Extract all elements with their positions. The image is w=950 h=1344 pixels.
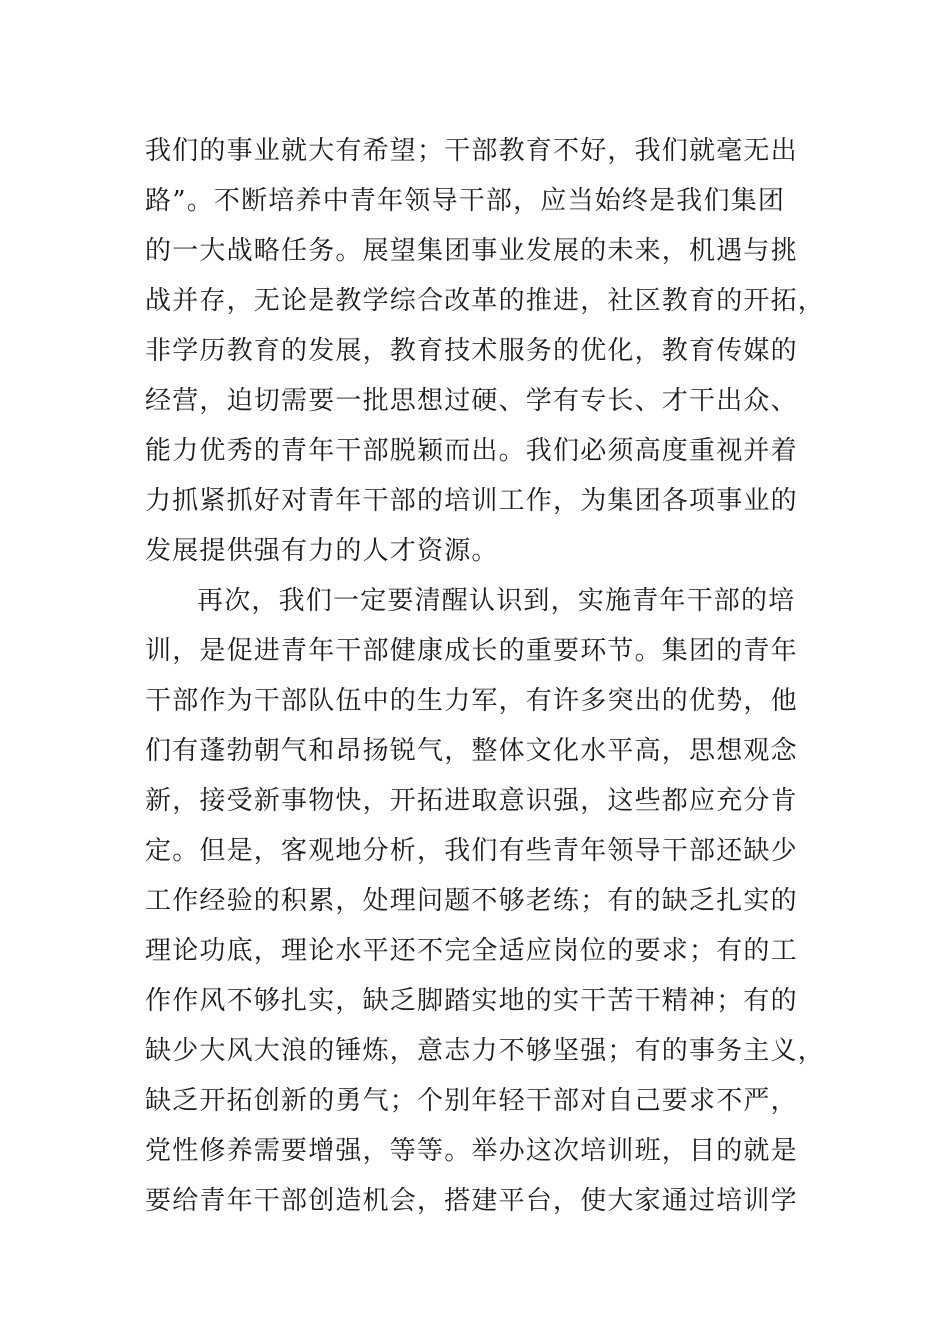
text-line: 干部作为干部队伍中的生力军，有许多突出的优势，他 (145, 686, 798, 716)
text-line: 的一大战略任务。展望集团事业发展的未来，机遇与挑 (145, 236, 798, 266)
text-line: 要给青年干部创造机会，搭建平台，使大家通过培训学 (145, 1186, 798, 1216)
text-line: 再次，我们一定要清醒认识到，实施青年干部的培 (197, 586, 796, 616)
text-line: 作作风不够扎实，缺乏脚踏实地的实干苦干精神；有的 (145, 986, 798, 1016)
text-line: 工作经验的积累，处理问题不够老练；有的缺乏扎实的 (145, 886, 798, 916)
text-line: 路”。不断培养中青年领导干部，应当始终是我们集团 (145, 186, 786, 216)
text-line: 能力优秀的青年干部脱颖而出。我们必须高度重视并着 (145, 436, 798, 466)
text-line: 新，接受新事物快，开拓进取意识强，这些都应充分肯 (145, 786, 798, 816)
text-line: 经营，迫切需要一批思想过硬、学有专长、才干出众、 (145, 386, 798, 416)
text-line: 力抓紧抓好对青年干部的培训工作，为集团各项事业的 (145, 486, 798, 516)
text-line: 我们的事业就大有希望；干部教育不好，我们就毫无出 (145, 136, 798, 166)
text-line: 缺乏开拓创新的勇气；个别年轻干部对自己要求不严， (145, 1086, 798, 1116)
text-line: 非学历教育的发展，教育技术服务的优化，教育传媒的 (145, 336, 798, 366)
text-line: 理论功底，理论水平还不完全适应岗位的要求；有的工 (145, 936, 798, 966)
text-line: 训，是促进青年干部健康成长的重要环节。集团的青年 (145, 636, 798, 666)
text-line: 们有蓬勃朝气和昂扬锐气，整体文化水平高，思想观念 (145, 736, 798, 766)
text-line: 发展提供强有力的人才资源。 (145, 536, 499, 566)
text-line: 党性修养需要增强，等等。举办这次培训班，目的就是 (145, 1136, 798, 1166)
text-line: 定。但是，客观地分析，我们有些青年领导干部还缺少 (145, 836, 798, 866)
text-line: 战并存，无论是教学综合改革的推进，社区教育的开拓， (145, 286, 826, 316)
text-line: 缺少大风大浪的锤炼，意志力不够坚强；有的事务主义， (145, 1036, 826, 1066)
